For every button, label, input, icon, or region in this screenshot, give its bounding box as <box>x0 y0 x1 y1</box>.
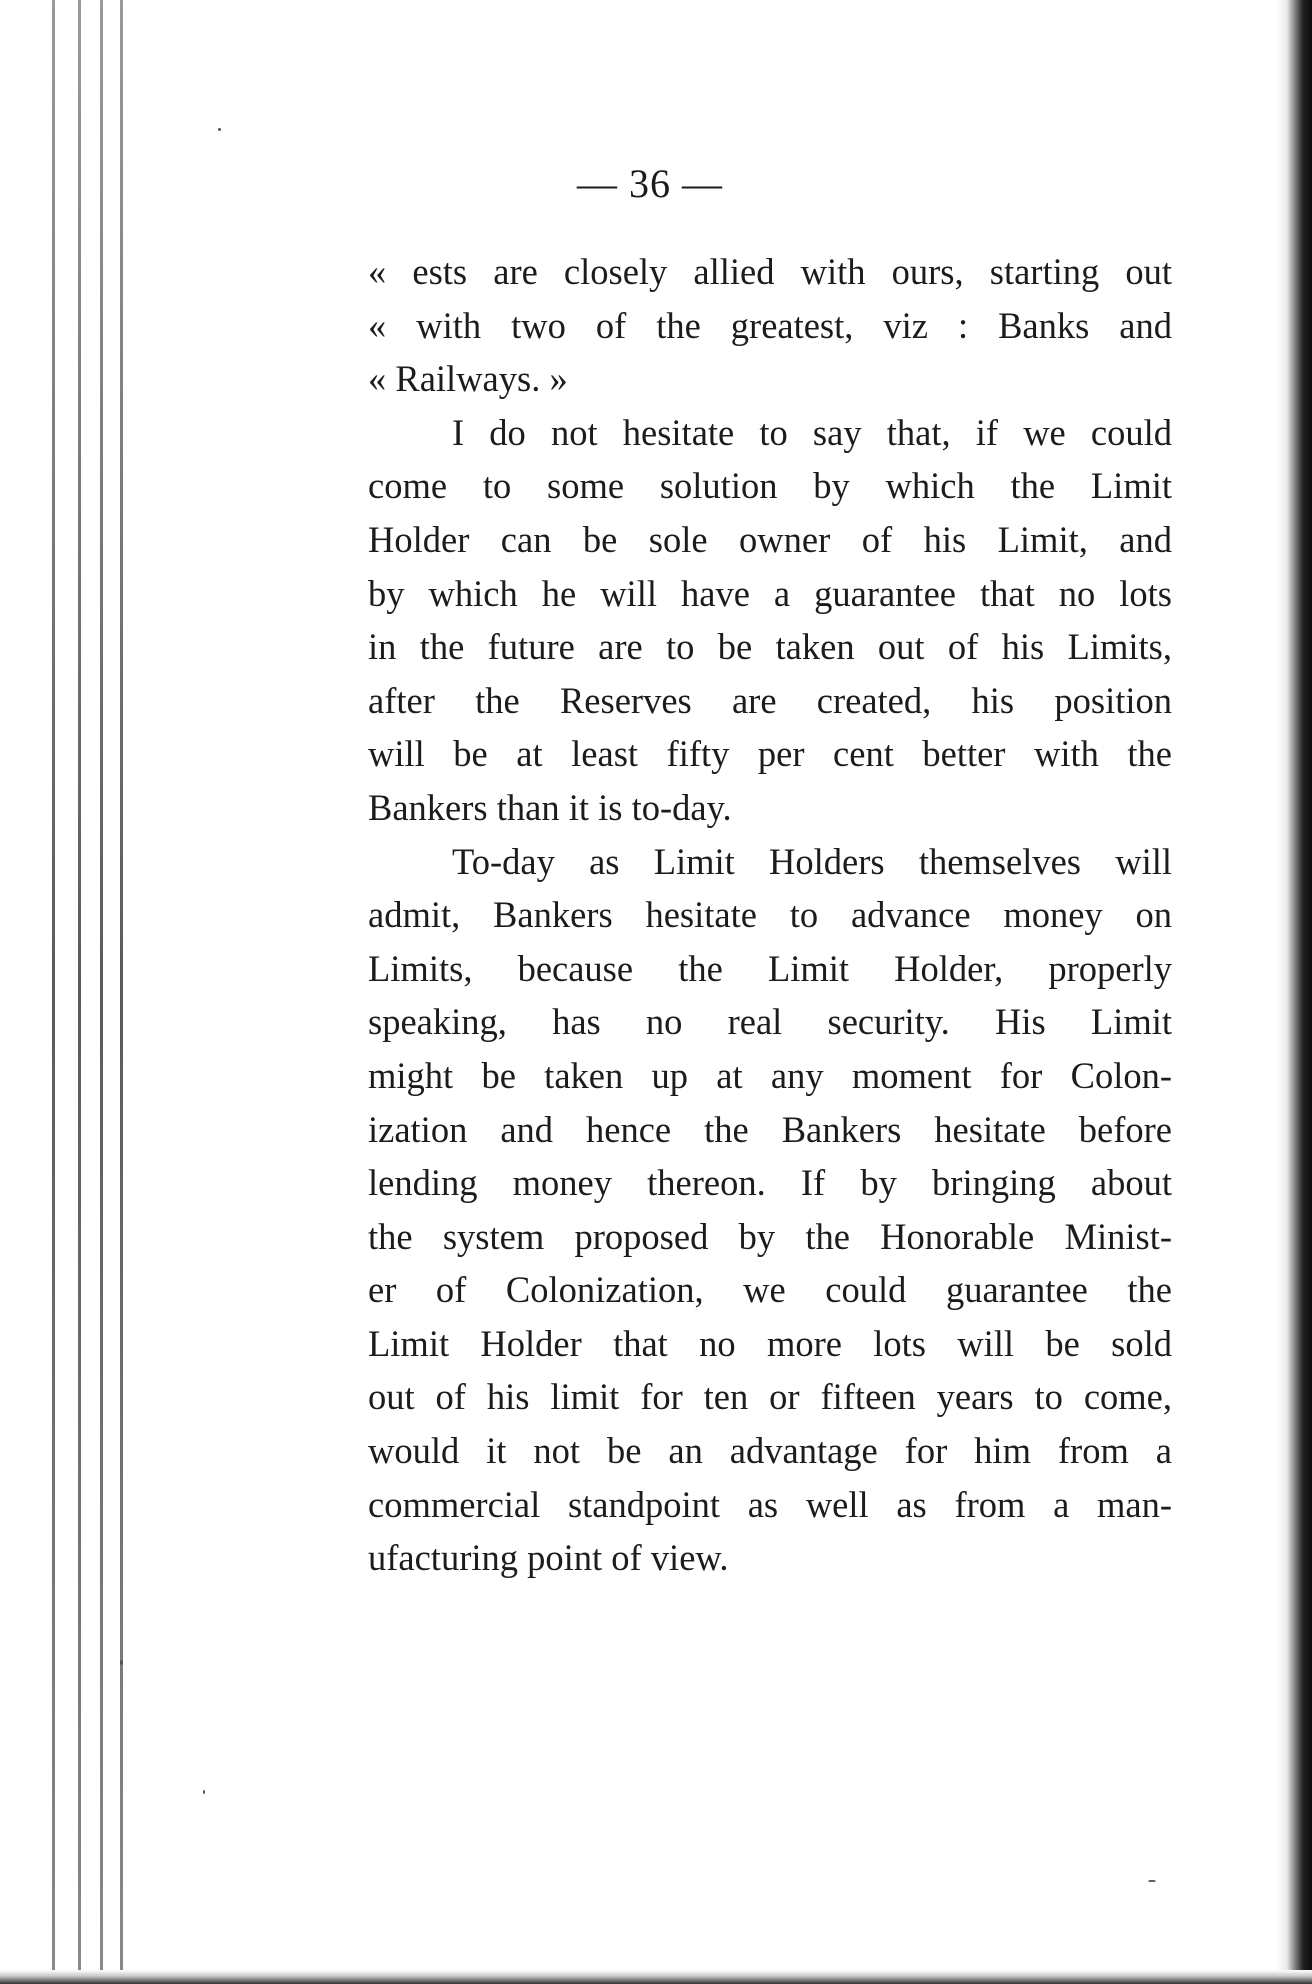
page-edge-line <box>52 0 55 1984</box>
text-line: ization and hence the Bankers hesitate before <box>368 1108 1172 1150</box>
text-line: by which he will have a guarantee that no lots <box>368 572 1172 614</box>
text-line: Limits, because the Limit Holder, properly <box>368 947 1172 989</box>
text-line: will be at least fifty per cent better with the <box>368 733 1172 775</box>
text-line: commercial standpoint as well as from a man- <box>368 1483 1172 1525</box>
body-text <box>368 245 1172 1585</box>
scan-speck <box>120 1660 123 1665</box>
text-line: come to some solution by which the Limit <box>368 465 1172 507</box>
bottom-edge-shadow <box>0 1970 1312 1984</box>
page-edge-line <box>100 0 103 1984</box>
text-line: To-day as Limit Holders themselves will <box>452 840 1172 882</box>
text-line: « with two of the greatest, viz : Banks and <box>368 304 1172 346</box>
text-line: lending money thereon. If by bringing about <box>368 1162 1172 1204</box>
text-line: Limit Holder that no more lots will be sold <box>368 1322 1172 1364</box>
page-stack-edge <box>0 0 130 1984</box>
text-line: « ests are closely allied with ours, starting out <box>368 251 1172 292</box>
page-edge-line <box>78 0 81 1984</box>
text-line: might be taken up at any moment for Colon- <box>368 1054 1172 1096</box>
text-line: Bankers than it is to-day. <box>368 786 732 828</box>
text-line: Holder can be sole owner of his Limit, and <box>368 518 1172 560</box>
text-line: admit, Bankers hesitate to advance money on <box>368 894 1172 936</box>
page-edge-line <box>120 0 123 1984</box>
scan-speck <box>203 1790 205 1794</box>
text-line: er of Colonization, we could guarantee the <box>368 1269 1172 1311</box>
page-number: — 36 — <box>577 161 723 206</box>
text-line: ufacturing point of view. <box>368 1537 729 1579</box>
text-line: speaking, has no real security. His Limit <box>368 1001 1172 1043</box>
text-line: « Railways. » <box>368 358 568 400</box>
scan-speck <box>218 128 221 131</box>
text-line: would it not be an advantage for him from a <box>368 1430 1172 1472</box>
text-line: after the Reserves are created, his position <box>368 679 1172 721</box>
text-line: in the future are to be taken out of his Limits, <box>368 626 1172 668</box>
scan-speck <box>1148 1880 1156 1882</box>
text-line: the system proposed by the Honorable Minist- <box>368 1215 1172 1257</box>
text-line: out of his limit for ten or fifteen years to come, <box>368 1376 1172 1418</box>
binding-shadow <box>1276 0 1312 1984</box>
text-line: I do not hesitate to say that, if we could <box>452 411 1172 453</box>
